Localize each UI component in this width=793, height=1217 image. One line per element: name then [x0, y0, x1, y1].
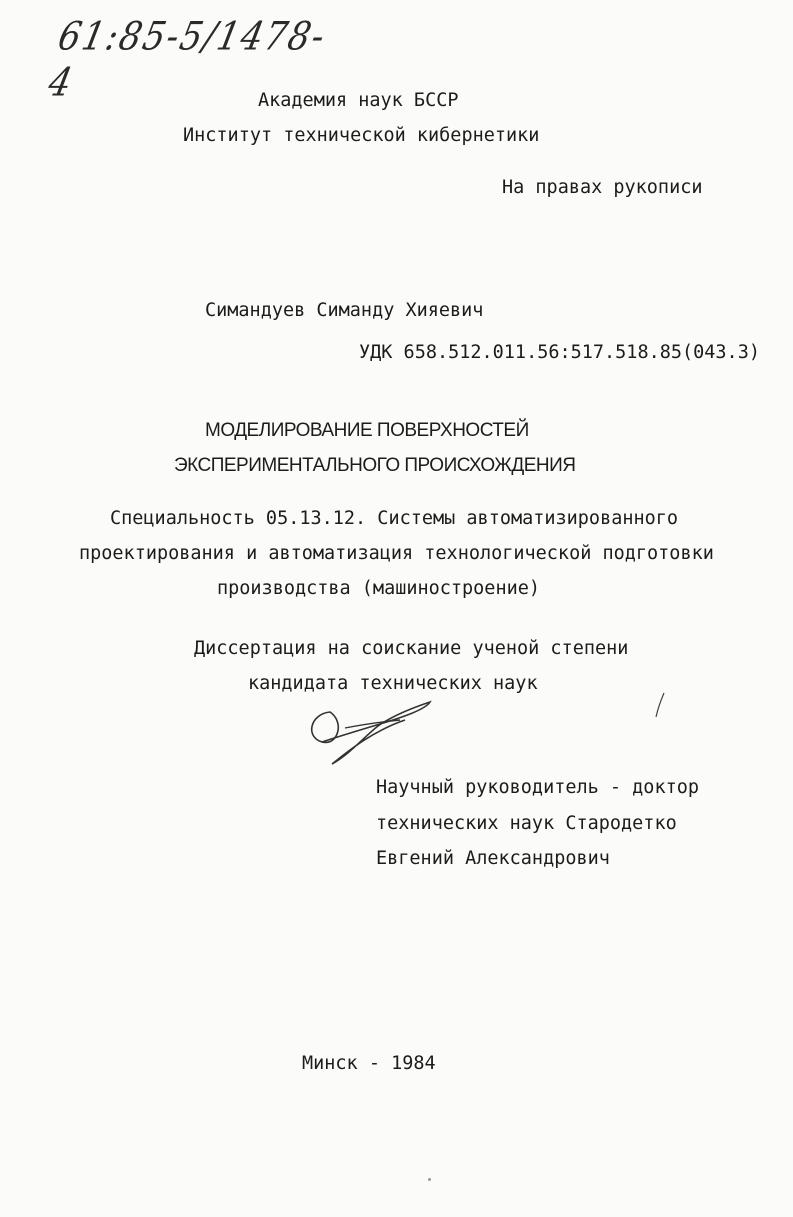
institute-name: Институт технической кибернетики [183, 125, 540, 146]
author-name: Симандуев Симанду Хияевич [205, 300, 484, 321]
specialty-line-1: Специальность 05.13.12. Системы автоматизированного [110, 508, 679, 529]
supervisor-line-2: технических наук Стародетко [376, 813, 677, 834]
udc-code: УДК 658.512.011.56:517.518.85(043.3) [359, 342, 760, 363]
supervisor-line-1: Научный руководитель - доктор [376, 777, 700, 798]
place-and-year: Минск - 1984 [302, 1053, 436, 1074]
dissertation-line-1: Диссертация на соискание ученой степени [194, 638, 629, 659]
handwritten-archive-code [44, 14, 344, 106]
specialty-line-2: проектирования и автоматизация технологической подготовки [79, 543, 714, 564]
signature [300, 692, 440, 772]
dissertation-line-2: кандидата технических наук [248, 673, 538, 694]
supervisor-line-3: Евгений Александрович [376, 848, 610, 869]
title-line-1: МОДЕЛИРОВАНИЕ ПОВЕРХНОСТЕЙ [205, 420, 529, 441]
pencil-mark [650, 690, 670, 720]
handwritten-code-text: 61:85-5/1478-4 [44, 14, 331, 106]
academy-name: Академия наук БССР [258, 90, 459, 111]
title-line-2: ЭКСПЕРИМЕНТАЛЬНОГО ПРОИСХОЖДЕНИЯ [174, 455, 576, 476]
manuscript-rights: На правах рукописи [502, 177, 703, 198]
specialty-line-3: производства (машиностроение) [217, 578, 541, 599]
scan-speck [428, 1178, 431, 1181]
